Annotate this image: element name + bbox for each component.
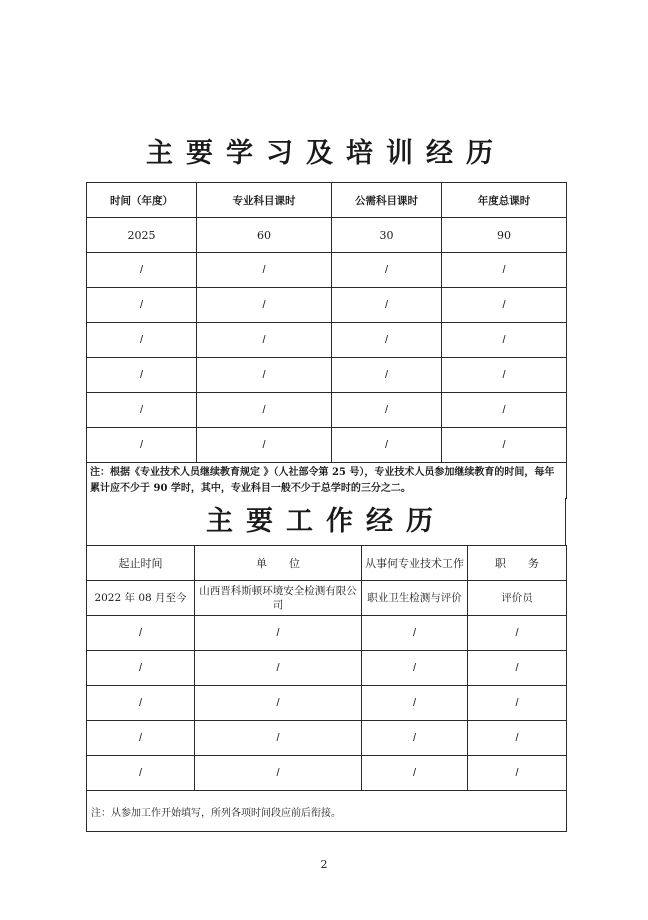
study-cell: / [197,323,332,358]
study-cell: / [332,358,442,393]
page-number: 2 [320,858,328,871]
study-note: 注：根据《专业技术人员继续教育规定 》（人社部令第 25 号），专业技术人员参加继续教育的时间，每年累计应不少于 90 学时，其中，专业科目一般不少于总学时的三分之二。 [87,463,567,500]
study-cell: / [197,428,332,463]
work-header-row [87,546,567,581]
work-section-title: 主要工作经历 [206,506,446,537]
work-row [87,686,567,721]
study-cell: / [87,323,197,358]
header-position: 职 务 [468,546,567,581]
study-cell: / [197,393,332,428]
work-row [87,721,567,756]
work-cell: / [468,756,567,791]
header-public-hours: 公需科目课时 [332,183,442,218]
study-row [87,428,567,463]
work-cell: / [362,721,468,756]
work-table [86,545,567,832]
work-row [87,756,567,791]
study-section-title: 主要学习及培训经历 [146,138,506,169]
study-row [87,323,567,358]
study-row [87,358,567,393]
study-cell: / [197,253,332,288]
work-cell: 职业卫生检测与评价 [362,581,468,616]
header-employer: 单 位 [195,546,362,581]
study-row [87,253,567,288]
work-row [87,651,567,686]
study-cell: / [197,358,332,393]
study-cell: / [442,253,567,288]
study-cell: / [87,288,197,323]
header-year: 时间（年度） [87,183,197,218]
study-cell: / [442,393,567,428]
study-cell: / [442,358,567,393]
work-cell: / [362,756,468,791]
study-cell: / [332,288,442,323]
study-cell: / [87,358,197,393]
header-professional-hours: 专业科目课时 [197,183,332,218]
header-specialty: 从事何专业技术工作 [362,546,468,581]
study-row [87,393,567,428]
study-cell: / [332,428,442,463]
work-cell: / [87,721,195,756]
study-cell: 90 [442,218,567,253]
work-cell: / [468,616,567,651]
study-cell: / [442,323,567,358]
work-note-row [87,791,567,832]
work-cell: / [195,651,362,686]
study-cell: / [332,323,442,358]
work-cell: 评价员 [468,581,567,616]
study-row [87,218,567,253]
work-cell: / [362,616,468,651]
work-cell: / [468,686,567,721]
work-cell: / [87,686,195,721]
study-row [87,288,567,323]
study-table [86,182,567,499]
study-cell: / [197,288,332,323]
study-cell: / [87,253,197,288]
study-cell: / [332,393,442,428]
study-cell: / [87,428,197,463]
study-cell: 30 [332,218,442,253]
study-cell: 2025 [87,218,197,253]
work-row [87,616,567,651]
work-cell: / [87,651,195,686]
study-cell: / [442,428,567,463]
study-header-row [87,183,567,218]
work-note: 注：从参加工作开始填写，所列各项时间段应前后衔接。 [87,791,567,832]
work-row [87,581,567,616]
work-cell: / [87,616,195,651]
work-cell: 山西晋科斯顿环境安全检测有限公司 [195,581,362,616]
work-cell: / [195,616,362,651]
work-cell: / [468,721,567,756]
work-cell: / [468,651,567,686]
work-cell: / [195,721,362,756]
study-note-row [87,463,567,500]
header-total-hours: 年度总课时 [442,183,567,218]
work-cell: / [362,686,468,721]
study-cell: 60 [197,218,332,253]
work-cell: / [195,686,362,721]
study-cell: / [332,253,442,288]
study-cell: / [87,393,197,428]
study-cell: / [442,288,567,323]
work-cell: / [87,756,195,791]
work-cell: 2022 年 08 月至今 [87,581,195,616]
work-cell: / [195,756,362,791]
header-period: 起止时间 [87,546,195,581]
work-cell: / [362,651,468,686]
